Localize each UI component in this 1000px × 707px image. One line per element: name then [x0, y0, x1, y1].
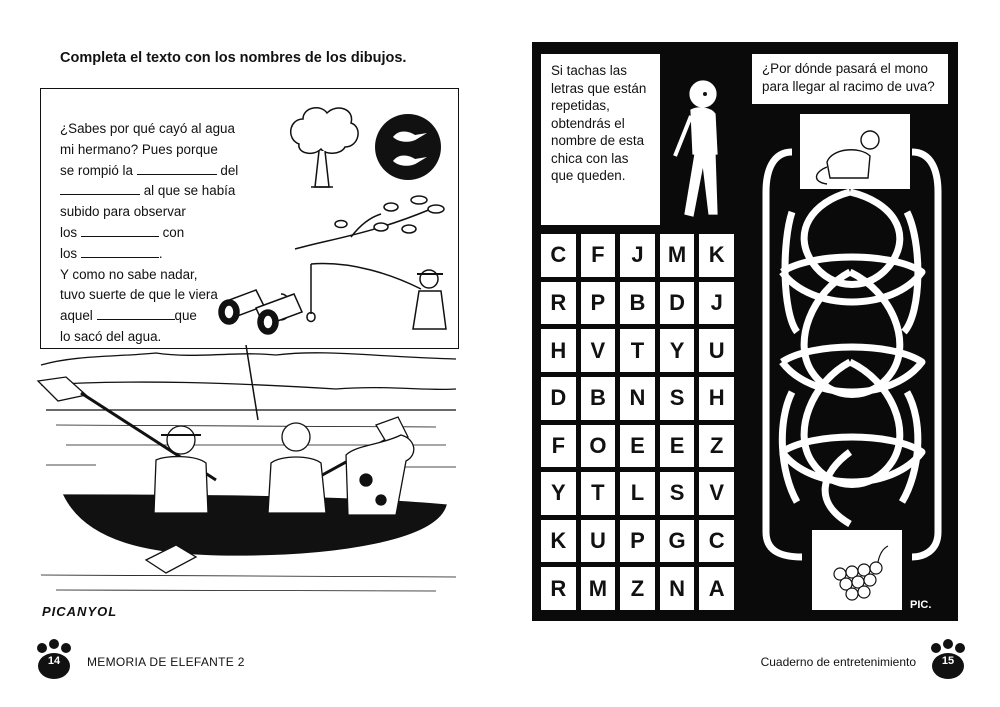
letter-cell[interactable]: Z	[620, 567, 655, 610]
page-number-badge-left	[32, 638, 76, 682]
letter-cell[interactable]: Y	[541, 472, 576, 515]
blank-answer-5[interactable]	[97, 308, 175, 320]
letter-cell[interactable]: U	[581, 520, 616, 563]
letter-cell[interactable]: Y	[660, 329, 695, 372]
letter-cell[interactable]: R	[541, 282, 576, 325]
blank-answer-1[interactable]	[137, 163, 217, 175]
letter-cell[interactable]: K	[541, 520, 576, 563]
letter-cell[interactable]: H	[541, 329, 576, 372]
letter-cell[interactable]: G	[660, 520, 695, 563]
branch-icon	[295, 196, 444, 249]
letter-cell[interactable]: E	[660, 425, 695, 468]
letter-cell[interactable]: P	[581, 282, 616, 325]
letter-cell[interactable]: S	[660, 377, 695, 420]
maze-puzzle[interactable]	[752, 112, 948, 612]
letter-cell[interactable]: M	[660, 234, 695, 277]
canoe-scene-illustration	[36, 345, 462, 607]
book-subtitle: Cuaderno de entretenimiento	[760, 655, 916, 669]
letter-cell[interactable]: P	[620, 520, 655, 563]
letter-cell[interactable]: J	[699, 282, 734, 325]
letter-cell[interactable]: D	[541, 377, 576, 420]
letter-cell[interactable]: A	[699, 567, 734, 610]
letter-cell[interactable]: D	[660, 282, 695, 325]
letter-cell[interactable]: K	[699, 234, 734, 277]
tree-icon	[291, 108, 358, 187]
page-number: 14	[47, 655, 61, 667]
letter-cell[interactable]: E	[620, 425, 655, 468]
page-number: 15	[941, 655, 955, 667]
birds-icon	[375, 114, 441, 180]
letter-cell[interactable]: H	[699, 377, 734, 420]
fisherman-icon	[307, 264, 446, 329]
page-number-badge-right	[926, 638, 970, 682]
letter-cell[interactable]: C	[699, 520, 734, 563]
letter-cell[interactable]: V	[699, 472, 734, 515]
story-text: ¿Sabes por qué cayó al agua mi hermano? Pues porque se rompió la del al que se había subido para observar los con los . Y como no sabe nadar, tuvo suerte de que le viera aquel que lo sacó del agua.	[60, 121, 239, 344]
letter-cell[interactable]: R	[541, 567, 576, 610]
maze-question: ¿Por dónde pasará el mono para llegar al racimo de uva?	[752, 54, 948, 104]
letter-cell[interactable]: F	[581, 234, 616, 277]
blank-answer-2[interactable]	[60, 183, 140, 195]
blank-answer-3[interactable]	[81, 225, 159, 237]
letter-cell[interactable]: U	[699, 329, 734, 372]
hint-text: Si tachas las letras que están repetidas, obtendrás el nombre de esta chica con las que queden.	[541, 54, 660, 225]
letter-cell[interactable]: B	[620, 282, 655, 325]
letter-cell[interactable]: L	[620, 472, 655, 515]
maze-signature: PIC.	[910, 599, 932, 611]
letter-cell[interactable]: N	[620, 377, 655, 420]
story-box	[40, 88, 459, 349]
girl-walking-illustration	[665, 54, 735, 225]
letter-cell[interactable]: M	[581, 567, 616, 610]
letter-cell[interactable]: N	[660, 567, 695, 610]
instruction-heading: Completa el texto con los nombres de los dibujos.	[60, 50, 407, 66]
blank-answer-4[interactable]	[81, 246, 159, 258]
letter-cell[interactable]: V	[581, 329, 616, 372]
letter-cell[interactable]: S	[660, 472, 695, 515]
letter-cell[interactable]: Z	[699, 425, 734, 468]
book-title: MEMORIA DE ELEFANTE 2	[87, 655, 245, 669]
artist-signature: PICANYOL	[42, 604, 118, 619]
letter-cell[interactable]: F	[541, 425, 576, 468]
letter-cell[interactable]: O	[581, 425, 616, 468]
letter-cell[interactable]: T	[581, 472, 616, 515]
letter-cell[interactable]: J	[620, 234, 655, 277]
binoculars-icon	[216, 284, 311, 336]
letter-cell[interactable]: B	[581, 377, 616, 420]
letter-cell[interactable]: T	[620, 329, 655, 372]
letter-cell[interactable]: C	[541, 234, 576, 277]
letter-grid	[541, 234, 734, 610]
